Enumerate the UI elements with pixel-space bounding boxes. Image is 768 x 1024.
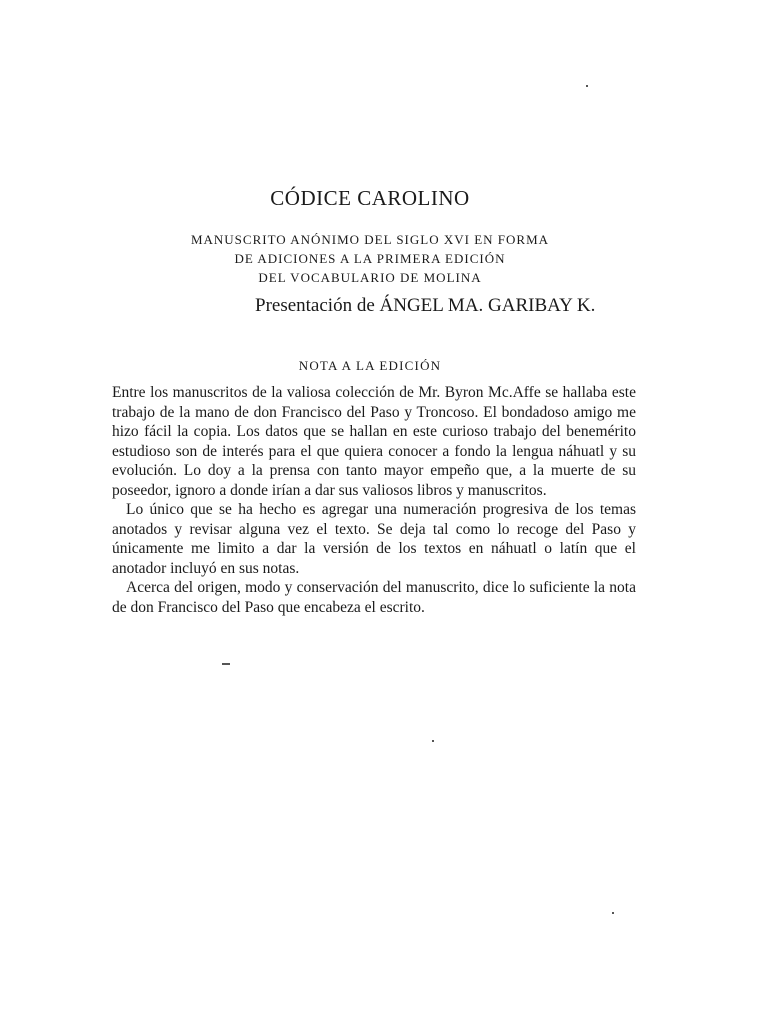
subtitle-line: DEL VOCABULARIO DE MOLINA <box>258 270 482 285</box>
subtitle-line: MANUSCRITO ANÓNIMO DEL SIGLO XVI EN FORMA <box>190 232 550 247</box>
paragraph: Acerca del origen, modo y conservación del manuscrito, dice lo suficiente la nota de don Francisco del Paso que encabeza el escrito. <box>112 579 636 616</box>
scan-speck <box>432 740 434 742</box>
section-heading: NOTA A LA EDICIÓN <box>298 358 442 373</box>
subtitle-line: DE ADICIONES A LA PRIMERA EDICIÓN <box>234 251 506 266</box>
paragraph: Entre los manuscritos de la valiosa colección de Mr. Byron Mc.Affe se hallaba este trabajo de la mano de don Francisco del Paso y Troncoso. El bondadoso amigo me hizo fácil la copia. Los datos que se hallan en este curioso trabajo del benemérito estudioso son de interés para el que quiera conocer a fondo la lengua náhuatl y su evolución. Lo doy a la prensa con tanto mayor empeño que, a la muerte de su poseedor, ignoro a donde irían a dar sus valiosos libros y manuscritos. <box>112 384 636 499</box>
document-subtitle <box>0 230 740 287</box>
scan-speck <box>612 912 614 914</box>
scan-speck <box>586 85 588 87</box>
document-title: CÓDICE CAROLINO <box>270 186 470 210</box>
presenter-line: Presentación de ÁNGEL MA. GARIBAY K. <box>255 295 596 316</box>
scan-speck <box>222 663 230 665</box>
body-text <box>112 383 636 617</box>
paragraph: Lo único que se ha hecho es agregar una numeración progresiva de los temas anotados y revisar alguna vez el texto. Se deja tal como lo recoge del Paso y únicamente me limito a dar la versión de los textos en náhuatl o latín que el anotador incluyó en sus notas. <box>112 501 636 577</box>
